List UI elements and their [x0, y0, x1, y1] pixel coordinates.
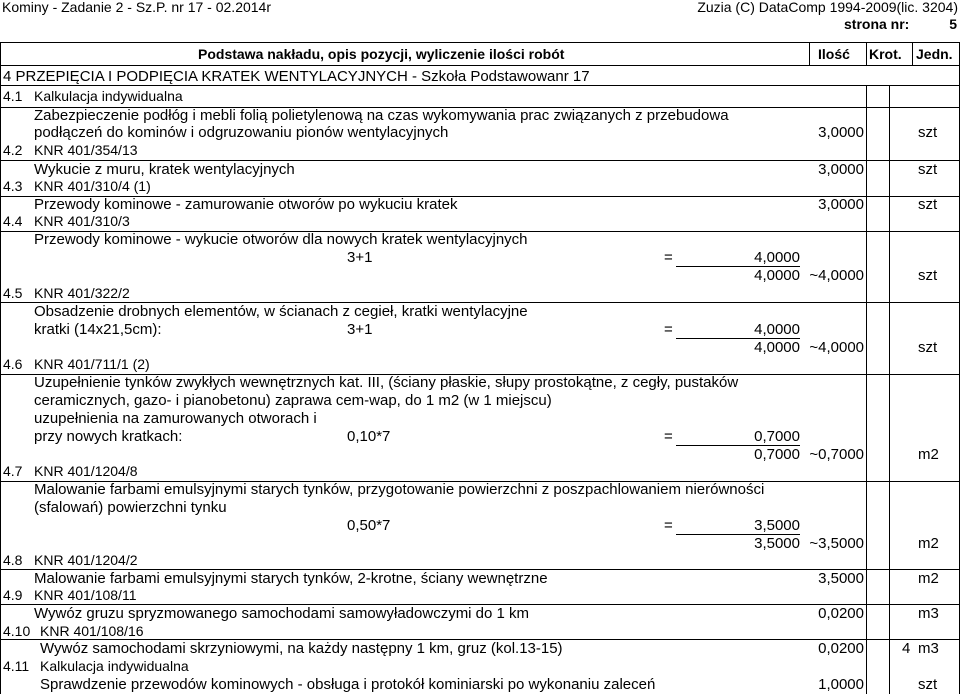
item-unit: m3 [918, 605, 939, 622]
item-description-line: Uzupełnienie tynków zwykłych wewnętrznych kat. III, (ściany płaskie, słupy prostokątne, z cegły, pustaków [34, 374, 739, 391]
item-code: KNR 401/310/3 [34, 213, 130, 229]
item-number: 4.4 [3, 213, 23, 229]
item-quantity: 3,0000 [818, 196, 864, 213]
item-multiplier: 4 [902, 640, 911, 657]
item-description-line: Malowanie farbami emulsyjnymi starych tynków, 2-krotne, ściany wewnętrzne [34, 570, 548, 587]
item-unit: m2 [918, 535, 939, 552]
item-quantity: 3,0000 [818, 161, 864, 178]
calc-formula: 0,10*7 [347, 428, 391, 445]
item-description-line: podłączeń do kominów i odgruzowaniu pionów wentylacyjnych [34, 124, 449, 141]
item-number: 4.7 [3, 463, 23, 479]
calc-partial: 4,0000 [754, 321, 800, 338]
calc-equals: = [664, 321, 673, 338]
col-divider-krot [866, 42, 867, 65]
page-label: strona nr: [844, 16, 910, 32]
item-code: KNR 401/1204/8 [34, 463, 138, 479]
calc-label: przy nowych kratkach: [34, 428, 183, 445]
section-title: 4 PRZEPIĘCIA I PODPIĘCIA KRATEK WENTYLACYJNYCH - Szkoła Podstawowanr 17 [3, 68, 590, 85]
item-code: KNR 401/354/13 [34, 142, 138, 158]
item-quantity: ~3,5000 [809, 535, 864, 552]
col-line-krot-left [866, 85, 867, 694]
item-description-line: uzupełnienia na zamurowanych otworach i [34, 410, 317, 427]
item-unit: m2 [918, 446, 939, 463]
item-number: 4.9 [3, 587, 23, 603]
calc-sum: 3,5000 [754, 535, 800, 552]
item-code: Kalkulacja indywidualna [40, 658, 189, 674]
item-description-line: Wywóz gruzu spryzmowanego samochodami samowyładowczymi do 1 km [34, 605, 530, 622]
item-unit: szt [918, 124, 938, 141]
item-number: 4.11 [3, 658, 30, 674]
item-description-line: Wywóz samochodami skrzyniowymi, na każdy następny 1 km, gruz (kol.13-15) [40, 640, 563, 657]
calc-formula: 3+1 [347, 321, 373, 338]
calc-partial: 3,5000 [754, 517, 800, 534]
item-number: 4.2 [3, 142, 23, 158]
item-quantity: ~4,0000 [809, 339, 864, 356]
calc-label: kratki (14x21,5cm): [34, 321, 162, 338]
item-code: KNR 401/322/2 [34, 285, 130, 301]
item-number: 4.1 [3, 88, 23, 104]
item-unit: szt [918, 267, 938, 284]
item-number: 4.6 [3, 356, 23, 372]
item-quantity: ~0,7000 [809, 446, 864, 463]
calc-formula: 0,50*7 [347, 517, 391, 534]
calc-partial: 4,0000 [754, 249, 800, 266]
software-credit: Zuzia (C) DataComp 1994-2009(lic. 3204) [697, 0, 958, 15]
calc-equals: = [664, 517, 673, 534]
column-header-multiplier: Krot. [869, 46, 902, 62]
col-divider-qty [809, 42, 810, 65]
item-description-line: Obsadzenie drobnych elementów, w ścianach z cegieł, kratki wentylacyjne [34, 303, 528, 320]
item-number: 4.3 [3, 178, 23, 194]
item-number: 4.10 [3, 623, 31, 639]
item-number: 4.5 [3, 285, 23, 301]
calc-sum: 0,7000 [754, 446, 800, 463]
item-description-line: Malowanie farbami emulsyjnymi starych tynków, przygotowanie powierzchni z poszpachlowaniem nierówności [34, 481, 765, 498]
item-number: 4.8 [3, 552, 23, 568]
table-top-border [0, 42, 960, 43]
item-code: KNR 401/108/16 [40, 623, 144, 639]
col-line-krot-right [889, 85, 890, 694]
item-description-line: Sprawdzenie przewodów kominowych - obsługa i protokół kominiarski po wykonaniu zaleceń [40, 676, 656, 693]
calc-formula: 3+1 [347, 249, 373, 266]
calc-partial: 0,7000 [754, 428, 800, 445]
calc-sum: 4,0000 [754, 267, 800, 284]
table-left-border [0, 42, 1, 694]
item-quantity: 3,5000 [818, 570, 864, 587]
column-header-description: Podstawa nakładu, opis pozycji, wyliczenie ilości robót [198, 46, 565, 62]
item-quantity: 1,0000 [818, 676, 864, 693]
document-title: Kominy - Zadanie 2 - Sz.P. nr 17 - 02.2014r [2, 0, 271, 15]
col-divider-unit [912, 42, 913, 65]
header-bottom-border [0, 65, 960, 66]
item-code: KNR 401/711/1 (2) [34, 356, 150, 372]
item-quantity: 3,0000 [818, 124, 864, 141]
item-description-line: Zabezpieczenie podłóg i mebli folią polietylenową na czas wykomywania prac związanych z przebudowa [34, 107, 729, 124]
column-header-quantity: Ilość [818, 46, 850, 62]
item-unit: szt [918, 196, 938, 213]
item-description-line: (sfalowań) powierzchni tynku [34, 499, 227, 516]
item-description-line: Wykucie z muru, kratek wentylacyjnych [34, 161, 295, 178]
item-unit: m2 [918, 570, 939, 587]
column-header-unit: Jedn. [916, 46, 953, 62]
item-unit: szt [918, 339, 938, 356]
item-unit: szt [918, 161, 938, 178]
page-number: 5 [949, 16, 957, 32]
item-unit: szt [918, 676, 938, 693]
item-quantity: ~4,0000 [809, 267, 864, 284]
item-code: KNR 401/108/11 [34, 587, 137, 603]
calc-sum: 4,0000 [754, 339, 800, 356]
item-description-line: Przewody kominowe - wykucie otworów dla nowych kratek wentylacyjnych [34, 231, 528, 248]
calc-equals: = [664, 428, 673, 445]
item-quantity: 0,0200 [818, 605, 864, 622]
item-code: Kalkulacja indywidualna [34, 88, 183, 104]
item-quantity: 0,0200 [818, 640, 864, 657]
item-description-line: Przewody kominowe - zamurowanie otworów po wykuciu kratek [34, 196, 458, 213]
item-code: KNR 401/310/4 (1) [34, 178, 151, 194]
calc-equals: = [664, 249, 673, 266]
item-code: KNR 401/1204/2 [34, 552, 138, 568]
section-bottom-border [0, 85, 960, 86]
item-description-line: ceramicznych, gazo- i pianobetonu) zaprawa cem-wap, do 1 m2 (w 1 miejscu) [34, 392, 552, 409]
item-unit: m3 [918, 640, 939, 657]
